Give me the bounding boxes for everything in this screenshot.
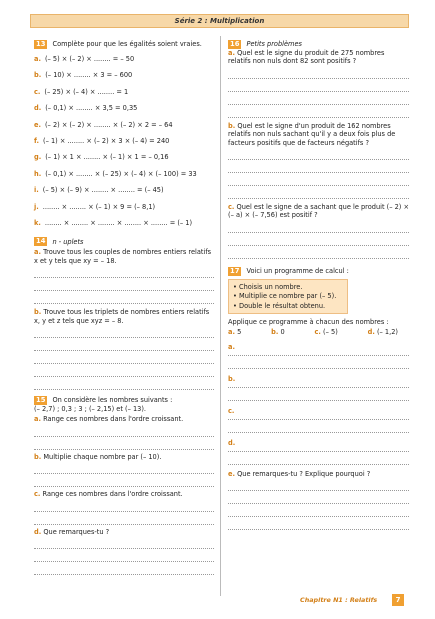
answer-line[interactable]: [34, 424, 214, 437]
program-step: • Choisis un nombre.: [233, 282, 303, 291]
equation-label: c.: [34, 87, 41, 96]
equation-row[interactable]: [34, 71, 214, 87]
exercise-14-header: [34, 237, 214, 246]
exercise-13-header: [34, 40, 214, 49]
equation-row[interactable]: [34, 186, 214, 202]
answer-line[interactable]: [228, 478, 409, 491]
question-label: d.: [34, 527, 42, 536]
answer-line[interactable]: [34, 377, 214, 390]
equation-row[interactable]: [34, 170, 214, 186]
exercise-instruction: Complète pour que les égalités soient vraies.: [52, 40, 202, 49]
answer-line[interactable]: [228, 246, 409, 259]
answer-line[interactable]: [228, 452, 409, 465]
equation-text: ........ × ........ × ........ × ........ × ........ = (– 1): [44, 218, 193, 227]
choice: a. 5: [228, 328, 242, 337]
program-step: • Multiplie ce nombre par (– 5).: [233, 292, 337, 301]
equation-row[interactable]: [34, 203, 214, 219]
answer-line[interactable]: [228, 147, 409, 160]
answer-line[interactable]: [228, 105, 409, 118]
equation-label: e.: [34, 120, 41, 129]
answer-line[interactable]: [34, 499, 214, 512]
answer-line[interactable]: [228, 233, 409, 246]
page-number: 7: [392, 594, 404, 606]
equation-label: b.: [34, 71, 42, 80]
answer-line[interactable]: [34, 512, 214, 525]
equation-text: (– 1) × 1 × ........ × (– 1) × 1 = – 0,16: [45, 153, 169, 162]
answer-line[interactable]: [34, 364, 214, 377]
value-choices: [228, 328, 398, 336]
answer-line[interactable]: [228, 375, 409, 388]
program-step: • Double le résultat obtenu.: [233, 301, 326, 310]
choice: c. (– 5): [314, 328, 338, 337]
exercise-number: 14: [36, 237, 46, 246]
chapter-footer: Chapitre N1 : Relatifs: [300, 596, 378, 604]
equation-text: (– 0,1) × ........ × (– 25) × (– 4) × (– 100) = 33: [45, 169, 197, 178]
question-label: e.: [228, 469, 235, 478]
part-label: a.: [228, 342, 235, 351]
exercise-number: 16: [230, 40, 240, 48]
equation-label: j.: [34, 202, 39, 211]
equation-label: h.: [34, 169, 42, 178]
answer-line[interactable]: [228, 160, 409, 173]
answer-line[interactable]: [228, 356, 409, 369]
equation-label: d.: [34, 104, 42, 113]
answer-line[interactable]: [228, 186, 409, 199]
answer-line[interactable]: [228, 66, 409, 79]
equation-text: (– 5) × (– 2) × ........ = – 50: [44, 55, 135, 63]
part-label: c.: [228, 406, 235, 415]
exercise-number: 13: [36, 40, 46, 48]
part-label: d.: [228, 438, 236, 447]
exercise-number: 17: [230, 266, 240, 275]
question-text: Quel est le signe d'un produit de 162 nombres relatifs non nuls sachant qu'il y a deux fois plus de facteurs positifs que de facteurs négatifs ?: [228, 121, 396, 147]
question-label: a.: [34, 415, 41, 424]
left-column: [34, 40, 214, 575]
column-divider: [220, 36, 221, 596]
equation-row[interactable]: [34, 104, 214, 120]
right-column: [228, 40, 409, 530]
answer-line[interactable]: [34, 338, 214, 351]
answer-line[interactable]: [228, 491, 409, 504]
question-text: Multiplie chaque nombre par (– 10).: [43, 452, 162, 461]
equation-label: g.: [34, 153, 42, 162]
answer-line[interactable]: [34, 291, 214, 304]
equation-row[interactable]: [34, 153, 214, 169]
answer-line[interactable]: [228, 92, 409, 105]
equation-row[interactable]: [34, 219, 214, 235]
answer-line[interactable]: [228, 388, 409, 401]
step-text: Double le résultat obtenu.: [239, 301, 326, 310]
exercise-title: n - uplets: [52, 237, 84, 246]
question-text: Trouve tous les triplets de nombres entiers relatifs x, y et z tels que xyz = – 8.: [34, 308, 210, 325]
answer-line[interactable]: [34, 474, 214, 487]
page-header: Série 2 : Multiplication: [30, 14, 409, 28]
answer-line[interactable]: [34, 437, 214, 450]
exercise-number: 15: [36, 395, 46, 404]
equation-text: (– 10) × ........ × 3 = – 600: [45, 71, 133, 80]
exercise-15-header: [34, 396, 214, 405]
equation-text: (– 1) × ........ × (– 2) × 3 × (– 4) = 240: [43, 136, 170, 145]
question-label: a.: [34, 248, 41, 257]
choice: b. 0: [271, 328, 285, 337]
equation-row[interactable]: [34, 137, 214, 153]
question-text: Que remarques-tu ? Explique pourquoi ?: [237, 469, 371, 478]
step-text: Multiplie ce nombre par (– 5).: [239, 292, 337, 301]
equation-row[interactable]: [34, 88, 214, 104]
answer-line[interactable]: [228, 504, 409, 517]
answer-line[interactable]: [34, 562, 214, 575]
answer-line[interactable]: [228, 220, 409, 233]
answer-line[interactable]: [34, 278, 214, 291]
answer-line[interactable]: [34, 325, 214, 338]
equation-label: k.: [34, 218, 41, 227]
question-text: Range ces nombres dans l'ordre croissant.: [42, 490, 183, 499]
number-list: (– 2,7) ; 0,3 ; 3 ; (– 2,15) et (– 13).: [34, 404, 147, 413]
answer-line[interactable]: [228, 517, 409, 530]
question-text: Quel est le signe de a sachant que le produit (– 2) × (– a) × (– 7,56) est positif ?: [228, 203, 410, 220]
step-text: Choisis un nombre.: [239, 282, 303, 291]
equation-text: (– 0,1) × ........ × 3,5 = 0,35: [45, 104, 138, 113]
question-text: Range ces nombres dans l'ordre croissant.: [43, 415, 184, 424]
question-label: b.: [228, 121, 236, 130]
exercise-13-items: [34, 55, 214, 235]
answer-line[interactable]: [228, 420, 409, 433]
question-label: c.: [228, 203, 235, 212]
question-text: Que remarques-tu ?: [43, 527, 110, 536]
answer-line[interactable]: [34, 549, 214, 562]
equation-text: ........ × ........ × (– 1) × 9 = (– 8,1): [42, 202, 156, 211]
equation-label: a.: [34, 55, 41, 63]
exercise-intro: Voici un programme de calcul :: [246, 267, 349, 276]
exercise-intro: On considère les nombres suivants :: [52, 396, 173, 405]
question-label: b.: [34, 452, 42, 461]
answer-line[interactable]: [228, 79, 409, 92]
answer-line[interactable]: [34, 265, 214, 278]
question-text: Trouve tous les couples de nombres entiers relatifs x et y tels que xy = – 18.: [34, 248, 212, 265]
choice: d. (– 1,2): [367, 328, 398, 337]
answer-line[interactable]: [34, 536, 214, 549]
equation-label: i.: [34, 186, 39, 195]
question-label: c.: [34, 490, 41, 499]
question-text: Quel est le signe du produit de 275 nombres relatifs non nuls dont 82 sont positifs ?: [228, 49, 385, 66]
answer-line[interactable]: [34, 461, 214, 474]
answer-line[interactable]: [228, 173, 409, 186]
exercise-16-header: [228, 40, 409, 49]
answer-line[interactable]: [34, 351, 214, 364]
exercise-17-header: [228, 267, 409, 276]
apply-instruction: Applique ce programme à chacun des nombres :: [228, 318, 389, 327]
answer-line[interactable]: [228, 439, 409, 452]
calculation-program-box: [228, 279, 348, 314]
equation-text: (– 5) × (– 9) × ........ × ........ = (– 45): [42, 186, 164, 195]
equation-text: (– 25) × (– 4) × ........ = 1: [44, 87, 129, 96]
part-label: b.: [228, 374, 236, 383]
equation-label: f.: [34, 136, 40, 145]
question-label: a.: [228, 49, 235, 57]
answer-line[interactable]: [228, 343, 409, 356]
question-label: b.: [34, 308, 42, 317]
exercise-title: Petits problèmes: [246, 40, 302, 49]
equation-text: (– 2) × (– 2) × ........ × (– 2) × 2 = – 64: [44, 120, 173, 129]
equation-row[interactable]: [34, 121, 214, 137]
answer-line[interactable]: [228, 407, 409, 420]
equation-row[interactable]: [34, 55, 214, 71]
